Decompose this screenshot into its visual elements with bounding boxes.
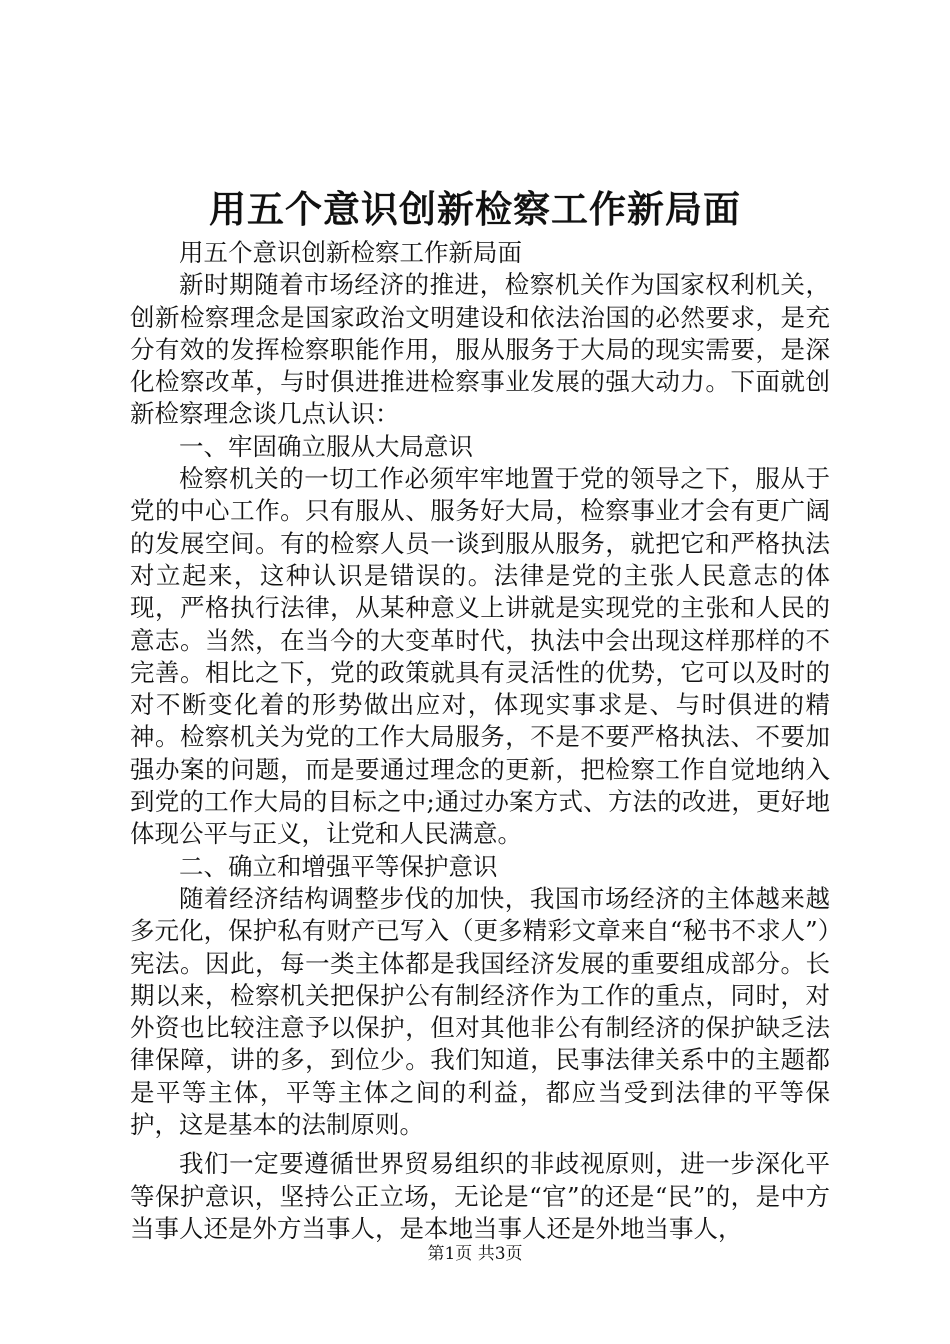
paragraph-section-1: 检察机关的一切工作必须牢牢地置于党的领导之下，服从于党的中心工作。只有服从、服务好大局，检察事业才会有更广阔的发展空间。有的检察人员一谈到服从服务，就把它和严格执法对立起来，这种认识是错误的。法律是党的主张人民意志的体现，严格执行法律，从某种意义上讲就是实现党的主张和人民的意志。当然，在当今的大变革时代，执法中会出现这样那样的不完善。相比之下，党的政策就具有灵活性的优势，它可以及时的对不断变化着的形势做出应对，体现实事求是、与时俱进的精神。检察机关为党的工作大局服务，不是不要严格执法、不要加强办案的问题，而是要通过理念的更新，把检察工作自觉地纳入到党的工作大局的目标之中;通过办案方式、方法的改进，更好地体现公平与正义，让党和人民满意。: [130, 464, 830, 849]
section-heading-1: 一、牢固确立服从大局意识: [179, 431, 473, 461]
document-title: 用五个意识创新检察工作新局面: [209, 187, 741, 231]
paragraph-section-2-cont: 我们一定要遵循世界贸易组织的非歧视原则，进一步深化平等保护意识，坚持公正立场，无论是“官”的还是“民”的，是中方当事人还是外方当事人，是本地当事人还是外地当事人，: [130, 1149, 830, 1243]
page-number-footer: 第1页 共3页: [427, 1244, 523, 1264]
paragraph-intro: 新时期随着市场经济的推进，检察机关作为国家权利机关，创新检察理念是国家政治文明建设和依法治国的必然要求，是充分有效的发挥检察职能作用，服从服务于大局的现实需要，是深化检察改革，与时俱进推进检察事业发展的强大动力。下面就创新检察理念谈几点认识：: [130, 270, 830, 429]
document-body: [130, 237, 830, 1245]
paragraph-subtitle: 用五个意识创新检察工作新局面: [179, 238, 522, 267]
paragraph-section-2: 随着经济结构调整步伐的加快，我国市场经济的主体越来越多元化，保护私有财产已写入（更多精彩文章来自“秘书不求人”）宪法。因此，每一类主体都是我国经济发展的重要组成部分。长期以来，检察机关把保护公有制经济作为工作的重点，同时，对外资也比较注意予以保护，但对其他非公有制经济的保护缺乏法律保障，讲的多，到位少。我们知道，民事法律关系中的主题都是平等主体，平等主体之间的利益，都应当受到法律的平等保护，这是基本的法制原则。: [130, 883, 830, 1140]
section-heading-2: 二、确立和增强平等保护意识: [179, 851, 498, 881]
